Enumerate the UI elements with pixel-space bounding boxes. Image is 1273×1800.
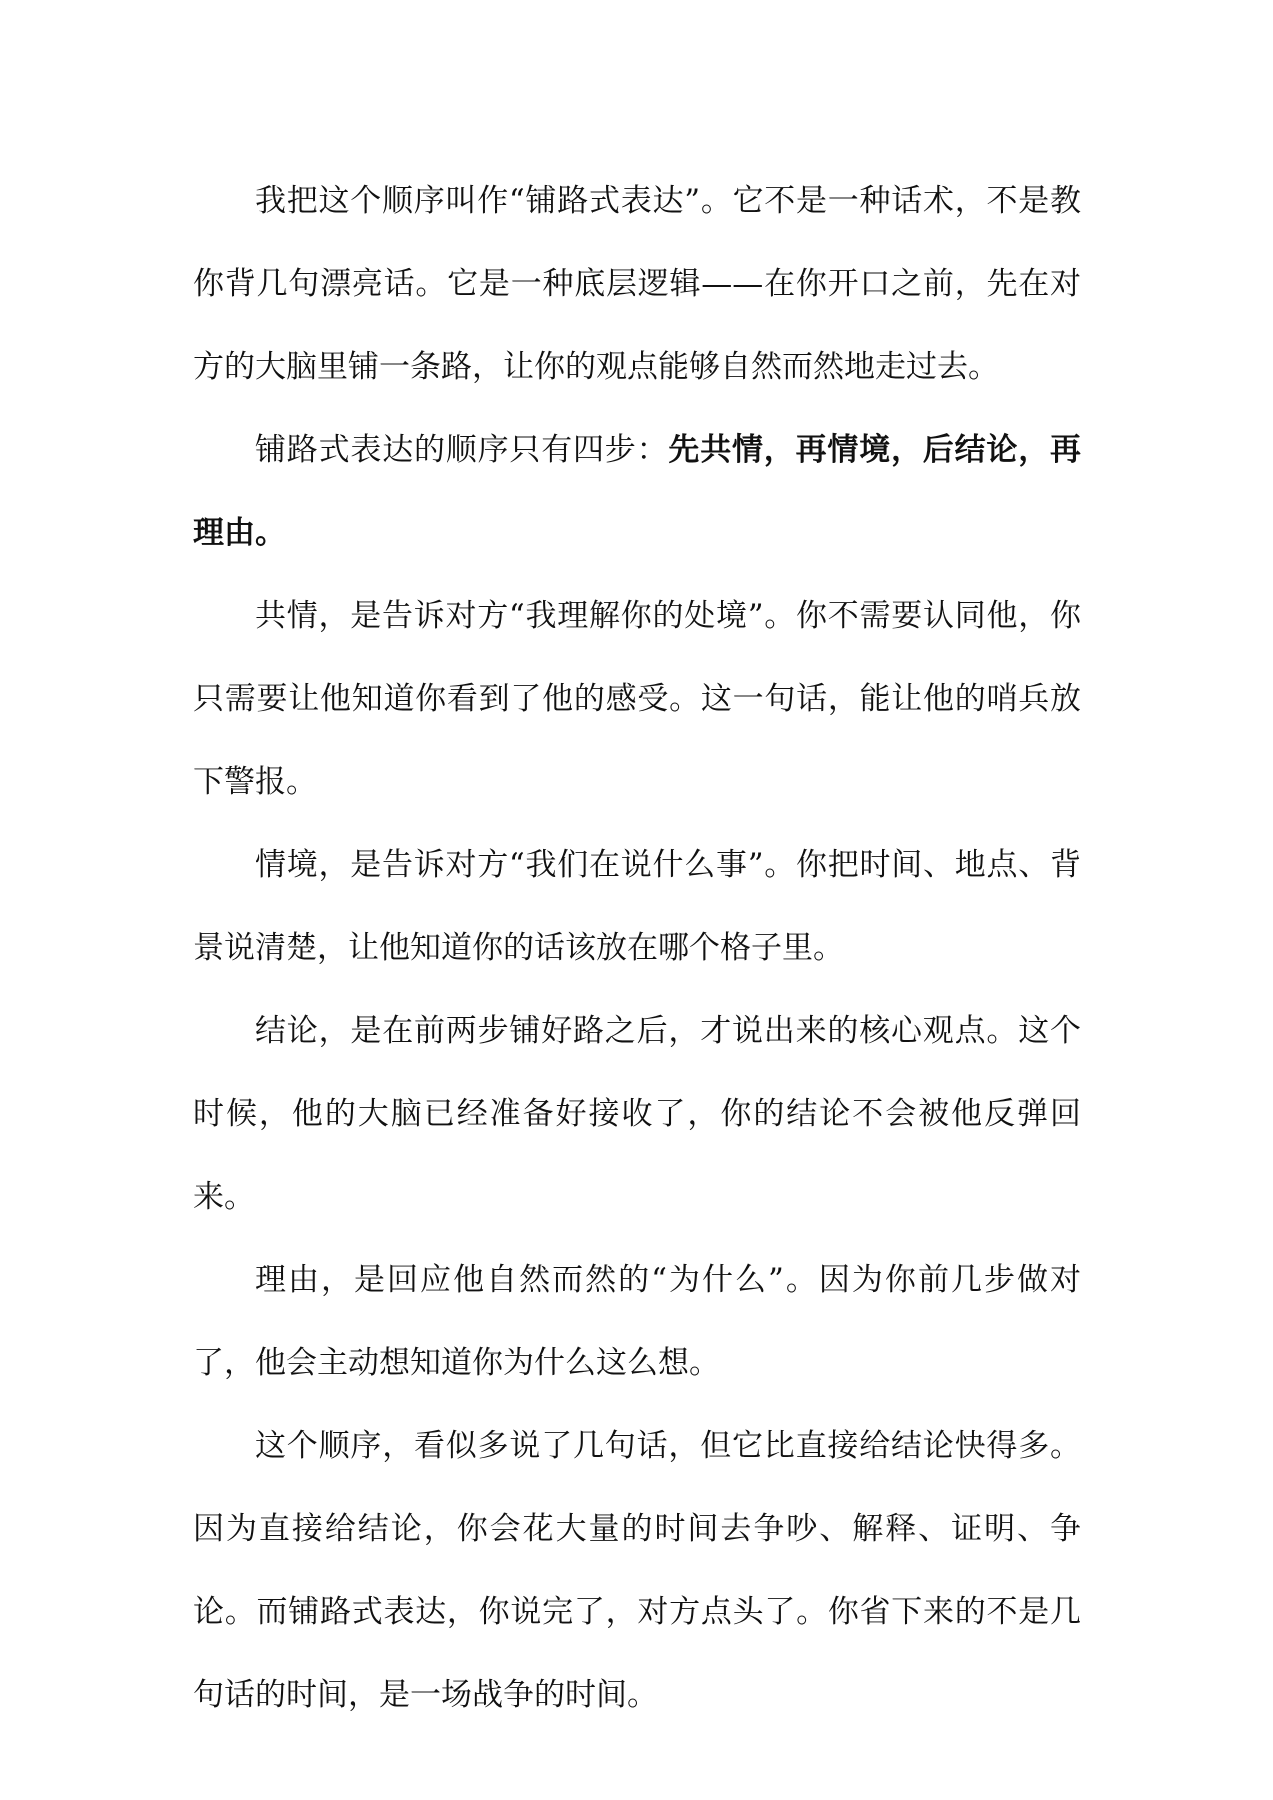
paragraph-text: 理由，是回应他自然而然的“为什么”。因为你前几步做对了，他会主动想知道你为什么这么想。 bbox=[193, 1262, 1081, 1381]
paragraph-6 bbox=[193, 1239, 1081, 1405]
paragraph-bold-text: 先共情，再情境，后结论，再理由。 bbox=[193, 432, 1082, 551]
paragraph-text: 这个顺序，看似多说了几句话，但它比直接给结论快得多。因为直接给结论，你会花大量的时间去争吵、解释、证明、争论。而铺路式表达，你说完了，对方点头了。你省下来的不是几句话的时间，是一场战争的时间。 bbox=[193, 1428, 1081, 1713]
paragraph-3 bbox=[193, 575, 1081, 824]
paragraph-7 bbox=[193, 1405, 1081, 1737]
paragraph-1 bbox=[193, 160, 1081, 409]
paragraph-text: 铺路式表达的顺序只有四步： bbox=[255, 432, 669, 468]
paragraph-text: 我把这个顺序叫作“铺路式表达”。它不是一种话术，不是教你背几句漂亮话。它是一种底层逻辑——在你开口之前，先在对方的大脑里铺一条路，让你的观点能够自然而然地走过去。 bbox=[193, 183, 1081, 385]
paragraph-4 bbox=[193, 824, 1081, 990]
document-body bbox=[193, 160, 1081, 1737]
paragraph-text: 结论，是在前两步铺好路之后，才说出来的核心观点。这个时候，他的大脑已经准备好接收了，你的结论不会被他反弹回来。 bbox=[193, 1013, 1081, 1215]
paragraph-text: 共情，是告诉对方“我理解你的处境”。你不需要认同他，你只需要让他知道你看到了他的感受。这一句话，能让他的哨兵放下警报。 bbox=[193, 598, 1081, 800]
paragraph-2 bbox=[193, 409, 1081, 575]
paragraph-5 bbox=[193, 990, 1081, 1239]
paragraph-text: 情境，是告诉对方“我们在说什么事”。你把时间、地点、背景说清楚，让他知道你的话该放在哪个格子里。 bbox=[193, 847, 1081, 966]
